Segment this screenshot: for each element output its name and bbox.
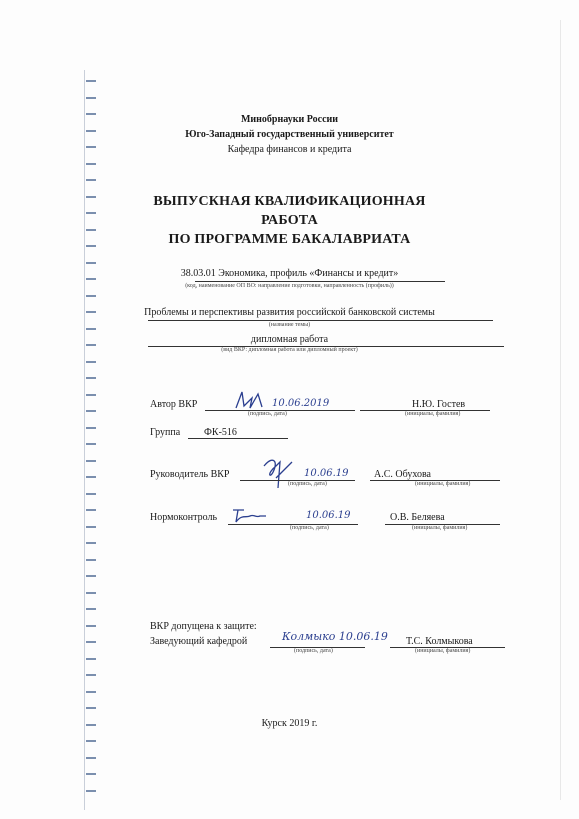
work-type-value: дипломная работа xyxy=(250,334,329,345)
university-name: Юго-Западный государственный университет xyxy=(185,129,394,140)
head-signature: Колмыко 10.06.19 xyxy=(282,630,388,643)
binding-tick xyxy=(86,295,96,297)
binding-tick xyxy=(86,641,96,643)
norm-control-name-caption: (инициалы, фамилия) xyxy=(412,525,468,531)
binding-tick xyxy=(86,526,96,528)
author-signature-caption: (подпись, дата) xyxy=(248,411,287,417)
binding-tick xyxy=(86,97,96,99)
binding-tick xyxy=(86,493,96,495)
binding-tick xyxy=(86,658,96,660)
title-line-3: ПО ПРОГРАММЕ БАКАЛАВРИАТА xyxy=(168,232,411,247)
binding-tick xyxy=(86,757,96,759)
head-signature-caption: (подпись, дата) xyxy=(294,648,333,654)
topic-caption: (название темы) xyxy=(268,322,311,328)
binding-tick xyxy=(86,427,96,429)
binding-tick xyxy=(86,476,96,478)
binding-tick xyxy=(86,460,96,462)
binding-tick xyxy=(86,262,96,264)
binding-tick xyxy=(86,361,96,363)
supervisor-signature-image xyxy=(258,452,302,494)
binding-tick xyxy=(86,575,96,577)
city-year: Курск 2019 г. xyxy=(261,718,318,729)
title-line-2: РАБОТА xyxy=(261,213,318,228)
norm-control-label: Нормоконтроль xyxy=(150,512,218,523)
topic-value: Проблемы и перспективы развития российской банковской системы xyxy=(144,307,435,318)
ministry-name: Минобрнауки России xyxy=(240,114,339,125)
binding-tick xyxy=(86,674,96,676)
program-value: 38.03.01 Экономика, профиль «Финансы и кредит» xyxy=(180,268,399,279)
head-name: Т.С. Колмыкова xyxy=(406,636,473,647)
head-of-department-label: Заведующий кафедрой xyxy=(150,636,248,647)
author-name: Н.Ю. Гостев xyxy=(412,399,466,410)
admission-heading: ВКР допущена к защите: xyxy=(150,621,257,632)
binding-tick xyxy=(86,179,96,181)
binding-tick xyxy=(86,163,96,165)
group-label: Группа xyxy=(150,427,181,438)
author-signature-date: 10.06.2019 xyxy=(272,398,330,409)
program-caption: (код, наименование ОП ВО: направление подготовки, направленность (профиль)) xyxy=(185,283,394,289)
binding-tick xyxy=(86,773,96,775)
binding-tick xyxy=(86,625,96,627)
binding-tick xyxy=(86,691,96,693)
work-type-caption: (вид ВКР: дипломная работа или дипломный проект) xyxy=(221,347,358,353)
norm-control-signature-caption: (подпись, дата) xyxy=(290,525,329,531)
binding-tick xyxy=(86,707,96,709)
head-name-caption: (инициалы, фамилия) xyxy=(415,648,471,654)
binding-tick xyxy=(86,542,96,544)
supervisor-signature-date: 10.06.19 xyxy=(304,468,349,479)
binding-tick xyxy=(86,790,96,792)
author-label: Автор ВКР xyxy=(150,399,198,410)
title-line-1: ВЫПУСКНАЯ КВАЛИФИКАЦИОННАЯ xyxy=(153,194,426,209)
supervisor-label: Руководитель ВКР xyxy=(150,469,230,480)
binding-tick xyxy=(86,377,96,379)
binding-tick xyxy=(86,608,96,610)
binding-tick xyxy=(86,394,96,396)
department-name: Кафедра финансов и кредита xyxy=(227,144,352,155)
norm-control-signature-image xyxy=(230,504,268,526)
norm-control-name: О.В. Беляева xyxy=(390,512,445,523)
binding-tick xyxy=(86,559,96,561)
binding-tick xyxy=(86,592,96,594)
binding-tick xyxy=(86,509,96,511)
binding-tick xyxy=(86,740,96,742)
group-value: ФК-516 xyxy=(204,427,237,438)
author-name-caption: (инициалы, фамилия) xyxy=(405,411,461,417)
binding-tick xyxy=(86,80,96,82)
binding-tick xyxy=(86,443,96,445)
supervisor-name-caption: (инициалы, фамилия) xyxy=(415,481,471,487)
supervisor-name: А.С. Обухова xyxy=(374,469,431,480)
binding-tick xyxy=(86,410,96,412)
supervisor-signature-caption: (подпись, дата) xyxy=(288,481,327,487)
binding-strip xyxy=(80,70,98,810)
norm-control-signature-date: 10.06.19 xyxy=(306,510,351,521)
